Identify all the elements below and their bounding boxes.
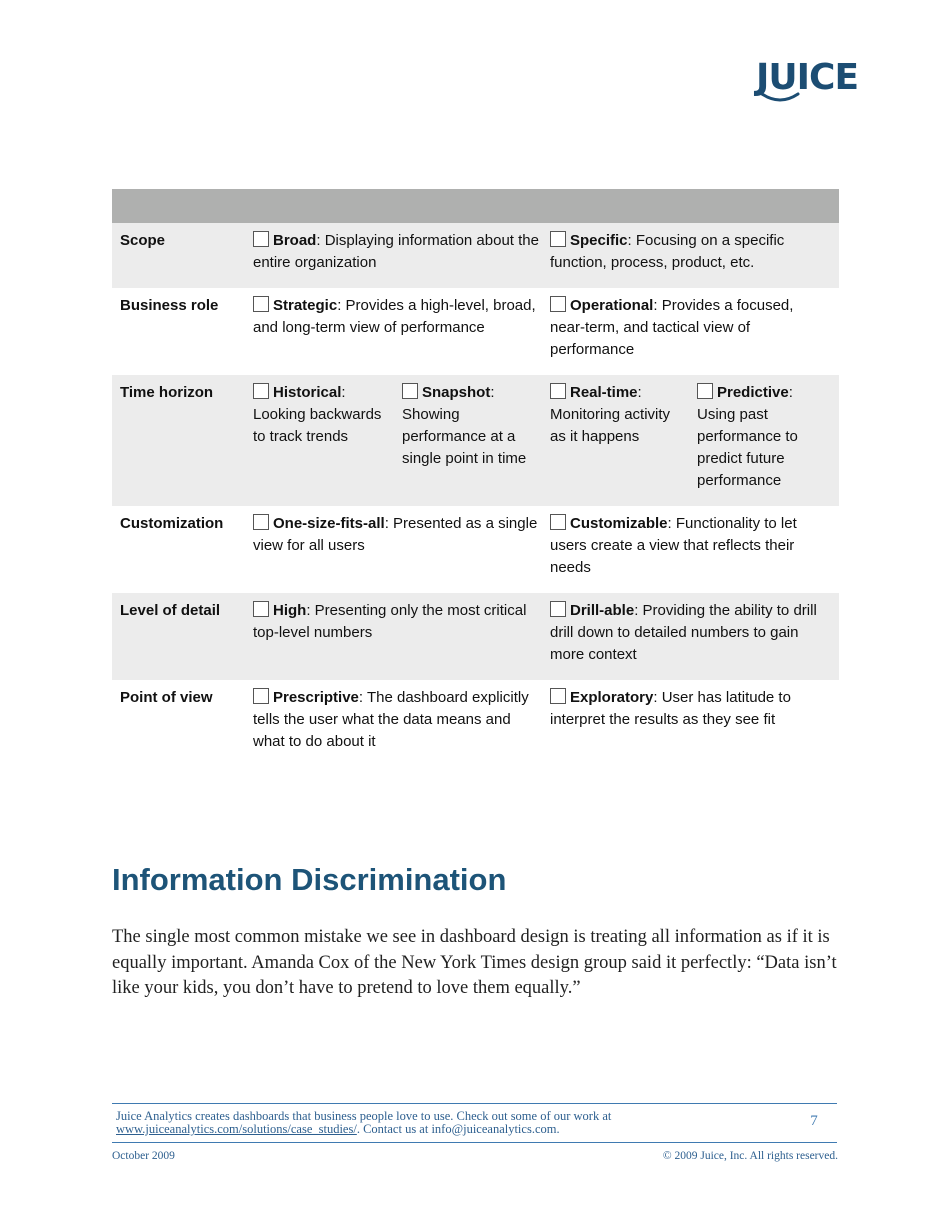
footer-line1: Juice Analytics creates dashboards that business people love to use. Check out some of our work at (116, 1109, 612, 1123)
option-term: Historical (273, 384, 342, 401)
option-term: Specific (570, 232, 628, 249)
checkbox[interactable] (550, 296, 566, 312)
row-label: Customization (112, 506, 253, 593)
page-number: 7 (810, 1113, 818, 1129)
option-desc: Using past performance to predict future performance (697, 406, 798, 489)
option-desc: User has latitude to interpret the results as they see fit (550, 689, 791, 728)
row-label: Scope (112, 223, 253, 288)
option-term: Exploratory (570, 689, 654, 706)
option-desc: Presenting only the most critical top-level numbers (253, 602, 527, 641)
option-desc: Provides a focused, near-term, and tactical view of performance (550, 297, 794, 358)
footer-date: October 2009 (112, 1150, 175, 1162)
footer-line2: . Contact us at info@juiceanalytics.com. (356, 1122, 560, 1136)
option-one-size-fits-all: One-size-fits-all: Presented as a single view for all users (253, 506, 550, 593)
option-term: Real-time (570, 384, 638, 401)
section-heading: Information Discrimination (112, 862, 507, 897)
option-exploratory: Exploratory: User has latitude to interpret the results as they see fit (550, 680, 839, 767)
checkbox[interactable] (550, 688, 566, 704)
checkbox[interactable] (253, 688, 269, 704)
footer-note (116, 1110, 736, 1136)
checkbox[interactable] (253, 514, 269, 530)
checkbox[interactable] (550, 383, 566, 399)
row-label: Level of detail (112, 593, 253, 680)
option-term: Customizable (570, 515, 668, 532)
dashboard-types-table (112, 189, 839, 767)
checkbox[interactable] (253, 296, 269, 312)
checkbox[interactable] (550, 231, 566, 247)
option-predictive: Predictive: Using past performance to predict future performance (697, 375, 839, 506)
table-header-row (112, 189, 839, 223)
logo-text: JUICE (756, 57, 859, 98)
option-desc: Presented as a single view for all users (253, 515, 538, 554)
option-desc: Providing the ability to drill drill down to detailed numbers to gain more context (550, 602, 817, 663)
option-high: High: Presenting only the most critical top-level numbers (253, 593, 550, 680)
option-historical: Historical: Looking backwards to track trends (253, 375, 402, 506)
option-prescriptive: Prescriptive: The dashboard explicitly tells the user what the data means and what to do about it (253, 680, 550, 767)
row-label: Point of view (112, 680, 253, 767)
option-desc: Displaying information about the entire organization (253, 232, 539, 271)
checkbox[interactable] (697, 383, 713, 399)
section-body: The single most common mistake we see in dashboard design is treating all information as if it is equally important. Amanda Cox of the New York Times design group said it perfectly: “Data isn’t like your kids, you don’t have to pretend to love them equally.” (112, 927, 837, 998)
table-row (112, 288, 839, 375)
row-label: Time horizon (112, 375, 253, 506)
table-row (112, 680, 839, 767)
table-row (112, 593, 839, 680)
option-snapshot: Snapshot: Showing performance at a single point in time (402, 375, 550, 506)
checkbox[interactable] (550, 601, 566, 617)
option-operational: Operational: Provides a focused, near-term, and tactical view of performance (550, 288, 839, 375)
option-desc: Functionality to let users create a view that reflects their needs (550, 515, 797, 576)
option-term: One-size-fits-all (273, 515, 385, 532)
table-row (112, 375, 839, 506)
case-studies-link[interactable]: www.juiceanalytics.com/solutions/case_studies/ (116, 1122, 357, 1136)
option-term: Drill-able (570, 602, 635, 619)
option-real-time: Real-time: Monitoring activity as it happens (550, 375, 697, 506)
footer-copyright: © 2009 Juice, Inc. All rights reserved. (662, 1150, 838, 1162)
row-label: Business role (112, 288, 253, 375)
checkbox[interactable] (550, 514, 566, 530)
checkbox[interactable] (253, 383, 269, 399)
option-desc: The dashboard explicitly tells the user what the data means and what to do about it (253, 689, 529, 750)
checkbox[interactable] (402, 383, 418, 399)
option-term: Broad (273, 232, 317, 249)
logo-smile-icon (760, 92, 800, 104)
table-row (112, 506, 839, 593)
option-specific: Specific: Focusing on a specific function, process, product, etc. (550, 223, 839, 288)
juice-logo (756, 56, 859, 104)
footer-top-rule (112, 1103, 837, 1104)
checkbox[interactable] (253, 231, 269, 247)
footer-bottom-rule (112, 1142, 837, 1143)
option-term: Snapshot (422, 384, 491, 401)
option-strategic: Strategic: Provides a high-level, broad, and long-term view of performance (253, 288, 550, 375)
option-term: High (273, 602, 307, 619)
table-row (112, 223, 839, 288)
option-desc: Showing performance at a single point in time (402, 406, 527, 467)
option-customizable: Customizable: Functionality to let users create a view that reflects their needs (550, 506, 839, 593)
option-broad: Broad: Displaying information about the entire organization (253, 223, 550, 288)
checkbox[interactable] (253, 601, 269, 617)
option-term: Strategic (273, 297, 338, 314)
option-desc: Provides a high-level, broad, and long-term view of performance (253, 297, 536, 336)
option-term: Predictive (717, 384, 789, 401)
option-desc: Focusing on a specific function, process, product, etc. (550, 232, 785, 271)
option-term: Prescriptive (273, 689, 359, 706)
option-drill-able: Drill-able: Providing the ability to drill drill down to detailed numbers to gain more context (550, 593, 839, 680)
option-term: Operational (570, 297, 654, 314)
option-desc: Monitoring activity as it happens (550, 406, 671, 445)
option-desc: Looking backwards to track trends (253, 406, 382, 445)
